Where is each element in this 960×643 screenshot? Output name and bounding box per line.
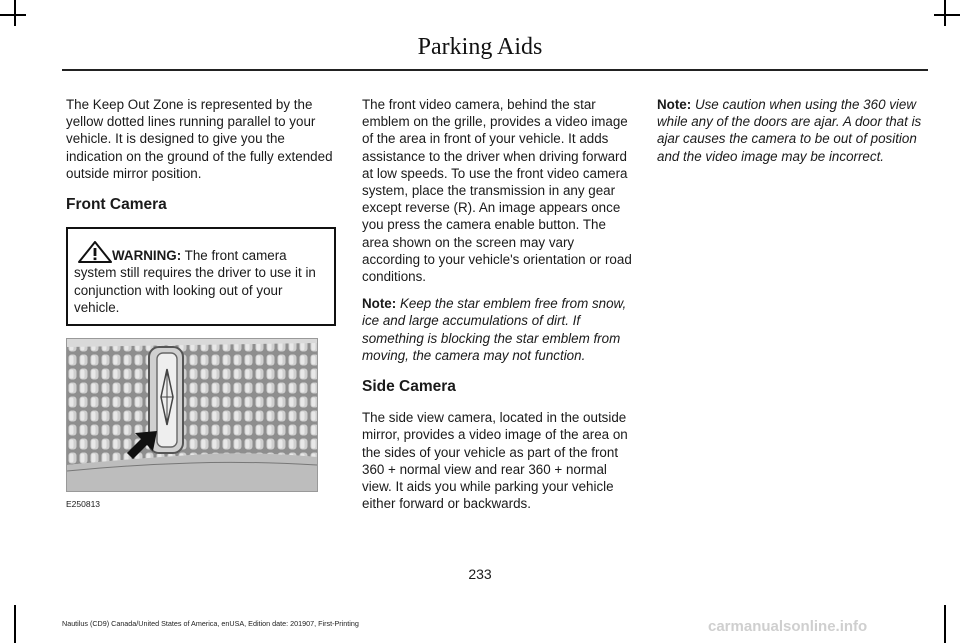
page-number: 233: [468, 566, 492, 582]
keep-out-zone-paragraph: The Keep Out Zone is represented by the yellow dotted lines running parallel to your vehicle. It is designed to give you the indication on the ground of the fully extended outside mirror position.: [66, 97, 333, 181]
note-label: Note:: [657, 97, 692, 112]
column-middle: [362, 96, 632, 522]
header-divider: [62, 69, 928, 71]
side-camera-heading: Side Camera: [362, 378, 456, 396]
warning-box: [66, 227, 336, 326]
crop-mark-top-left-h: [0, 14, 26, 16]
crop-mark-bottom-left-v: [14, 605, 16, 643]
star-emblem-note: [362, 295, 632, 364]
warning-triangle-icon: [78, 241, 112, 263]
column-left: [66, 96, 336, 513]
column-right: [657, 96, 929, 175]
crop-mark-top-left-v: [14, 0, 16, 26]
edition-footer: Nautilus (CD9) Canada/United States of America, enUSA, Edition date: 201907, First-Printing: [62, 619, 359, 628]
warning-label: WARNING:: [112, 248, 182, 264]
side-camera-paragraph: The side view camera, located in the outside mirror, provides a video image of the area on the sides of your vehicle as part of the front 360 + normal view and rear 360 + normal view. It aids you while parking your vehicle either forward or backwards.: [362, 410, 628, 512]
note-text: Keep the star emblem free from snow, ice and large accumulations of dirt. If something is blocking the star emblem from moving, the camera may not function.: [362, 296, 627, 363]
front-grille-figure: [66, 338, 336, 513]
crop-mark-top-right-v: [944, 0, 946, 26]
page-title: Parking Aids: [417, 34, 543, 60]
warning-text: The front camera system still requires the driver to use it in conjunction with looking out of your vehicle.: [74, 248, 316, 315]
front-camera-heading: Front Camera: [66, 196, 167, 214]
front-camera-paragraph: The front video camera, behind the star emblem on the grille, provides a video image of the area in front of your vehicle. It adds assistance to the driver when driving forward at low speeds. To use the front video camera system, place the transmission in any gear except reverse (R). An image appears once you press the camera enable button. The area shown on the screen may vary according to your vehicle's orientation or road conditions.: [362, 97, 632, 285]
note-label: Note:: [362, 296, 397, 312]
door-ajar-note: [657, 96, 929, 165]
figure-code: E250813: [66, 499, 101, 510]
watermark: carmanualsonline.info: [708, 618, 868, 635]
crop-mark-bottom-right-v: [944, 605, 946, 643]
crop-mark-top-right-h: [934, 14, 960, 16]
front-grille-illustration: [66, 338, 318, 492]
note-text: Use caution when using the 360 view while any of the doors are ajar. A door that is ajar causes the camera to be out of position and the video image may be incorrect.: [657, 97, 922, 164]
